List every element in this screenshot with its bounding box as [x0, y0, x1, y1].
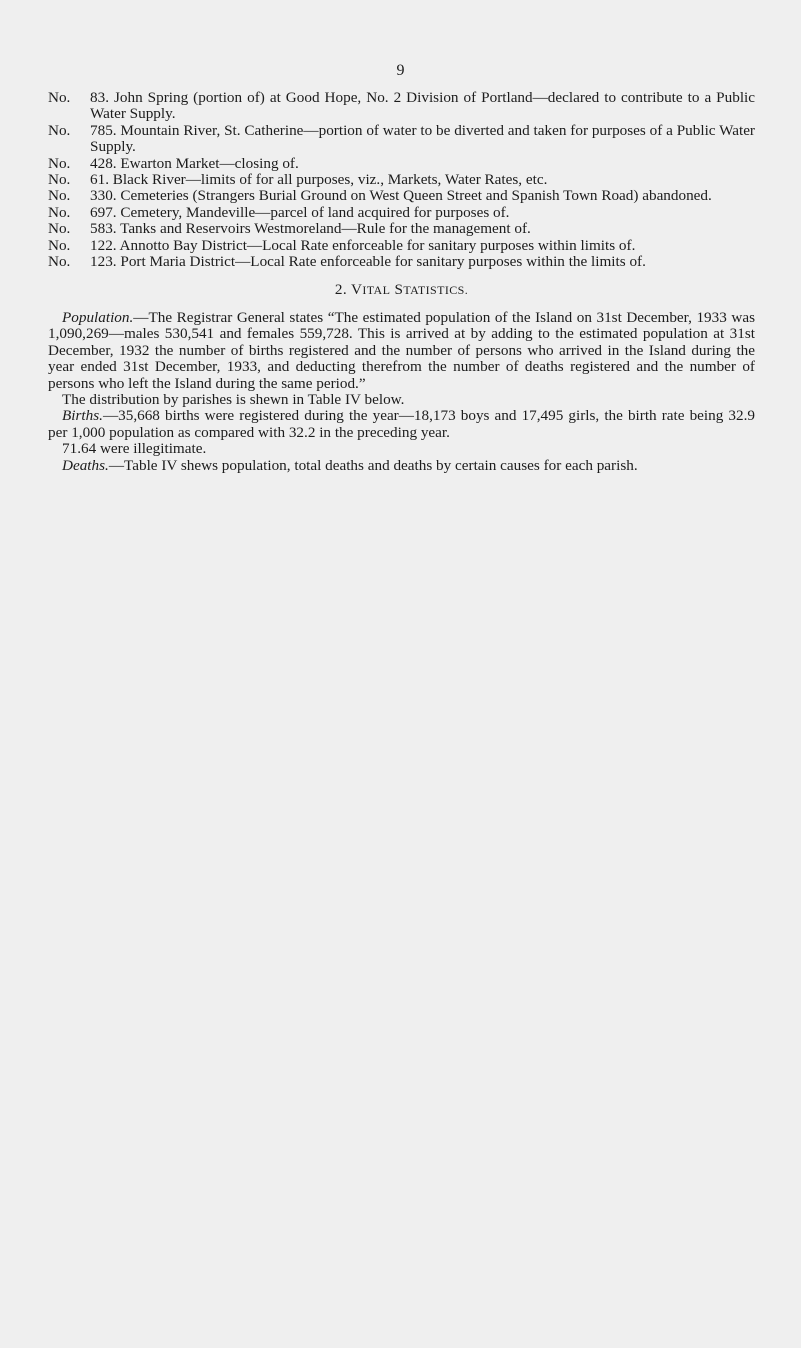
notice-prefix: No.: [48, 203, 71, 221]
notice-list: [48, 90, 755, 270]
notice-text: 697. Cemetery, Mandeville—parcel of land acquired for purposes of.: [90, 203, 510, 221]
notice-prefix: No.: [48, 236, 71, 254]
deaths-paragraph: [48, 458, 755, 474]
section-title-rest: ITAL: [362, 283, 391, 298]
notice-text: 61. Black River—limits of for all purposes, viz., Markets, Water Rates, etc.: [90, 171, 548, 189]
notice-prefix: No.: [48, 171, 71, 189]
births-heading: Births.: [62, 407, 103, 425]
population-heading: Population.: [62, 308, 134, 326]
notice-text: 428. Ewarton Market—closing of.: [90, 154, 299, 172]
notice-prefix: No.: [48, 154, 71, 172]
population-paragraph: [48, 310, 755, 392]
notice-item: [48, 172, 755, 188]
notice-prefix: No.: [48, 121, 71, 139]
notice-item: [48, 254, 755, 270]
distribution-text: The distribution by parishes is shewn in Table IV below.: [62, 390, 405, 408]
notice-prefix: No.: [48, 89, 71, 106]
deaths-text: —Table IV shews population, total deaths and deaths by certain causes for each parish.: [108, 456, 638, 474]
notice-text: 123. Port Maria District—Local Rate enforceable for sanitary purposes within the limits of.: [90, 253, 646, 271]
population-text: —The Registrar General states “The estimated population of the Island on 31st December, 1933 was 1,090,269—males 530,541 and females 559,728. This is arrived at by adding to the estimated population at 31st December, 1932 the number of births registered and the number of persons who arrived in the Island during the year ended 31st December, 1933, and deducting therefrom the number of deaths registered and the number of persons who left the Island during the same period.”: [48, 308, 755, 392]
notice-text: 583. Tanks and Reservoirs Westmoreland—Rule for the management of.: [90, 220, 531, 238]
notice-prefix: No.: [48, 220, 71, 238]
notice-text: 83. John Spring (portion of) at Good Hope, No. 2 Division of Portland—declared to contribute to a Public Water Supply.: [90, 89, 755, 123]
notice-item: [48, 188, 755, 204]
notice-prefix: No.: [48, 187, 71, 205]
notice-item: [48, 123, 755, 156]
notice-text: 785. Mountain River, St. Catherine—portion of water to be diverted and taken for purposes of a Public Water Supply.: [90, 121, 755, 156]
notice-text: 330. Cemeteries (Strangers Burial Ground on West Queen Street and Spanish Town Road) abandoned.: [90, 187, 712, 205]
distribution-paragraph: [48, 392, 755, 408]
notice-item: [48, 156, 755, 172]
illegitimate-text: 71.64 were illegitimate.: [62, 440, 207, 458]
section-title-initial: S: [394, 281, 404, 299]
notice-text: 122. Annotto Bay District—Local Rate enforceable for sanitary purposes within limits of.: [90, 236, 636, 254]
illegitimate-paragraph: [48, 441, 755, 457]
document-body: [48, 90, 755, 474]
section-heading: [48, 282, 755, 298]
section-title-rest: TATISTICS.: [403, 283, 469, 298]
section-number: 2.: [334, 281, 348, 299]
notice-item: [48, 205, 755, 221]
notice-prefix: No.: [48, 253, 71, 271]
page-number: 9: [396, 62, 405, 79]
notice-item: [48, 90, 755, 123]
notice-item: [48, 238, 755, 254]
notice-item: [48, 221, 755, 237]
section-title-initial: V: [351, 281, 363, 299]
births-paragraph: [48, 408, 755, 441]
deaths-heading: Deaths.: [62, 456, 109, 474]
births-text: —35,668 births were registered during the year—18,173 boys and 17,495 girls, the birth rate being 32.9 per 1,000 population as compared with 32.2 in the preceding year.: [48, 407, 755, 441]
